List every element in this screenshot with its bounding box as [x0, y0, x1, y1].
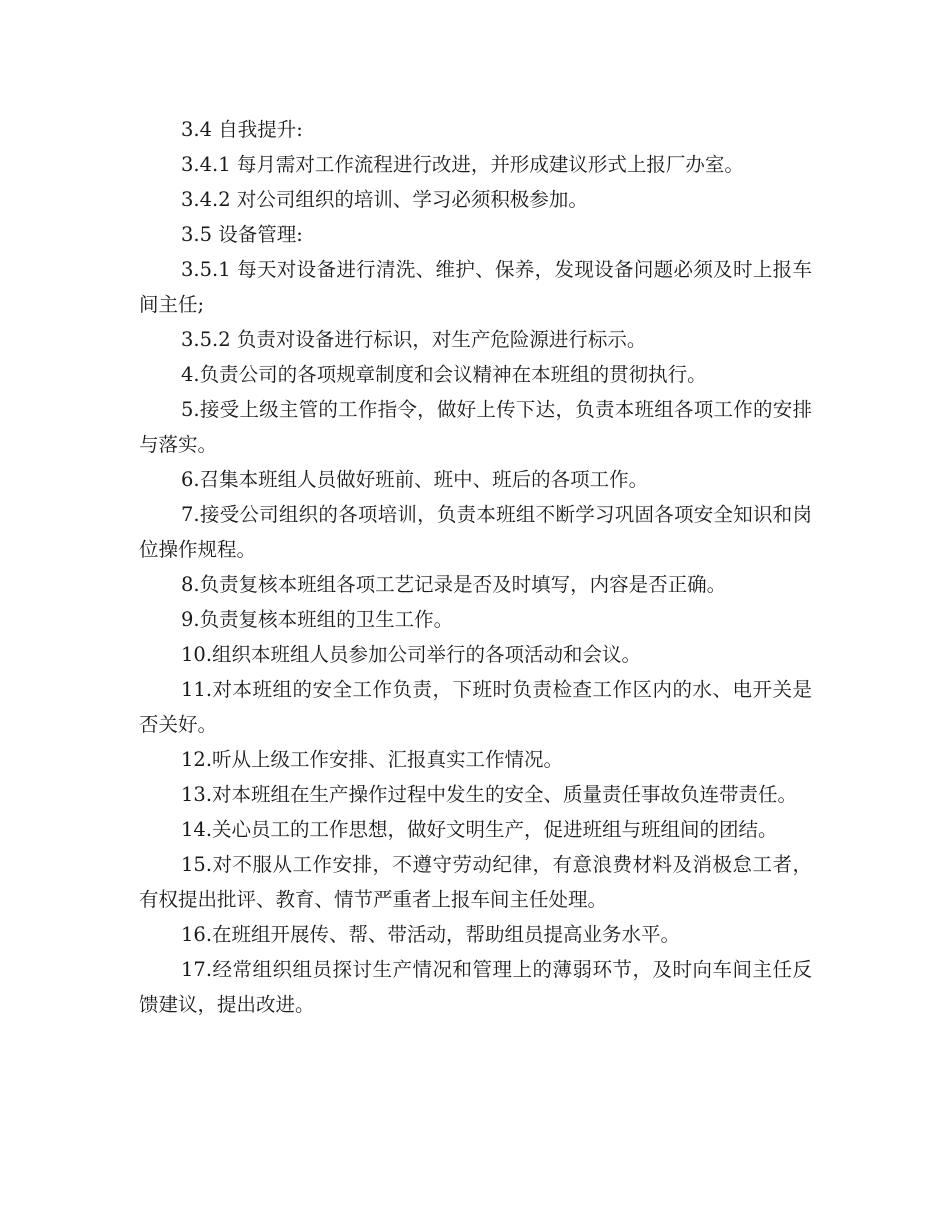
paragraph-16: 16.在班组开展传、帮、带活动，帮助组员提高业务水平。 [181, 923, 681, 946]
paragraph-3-4-1: 3.4.1 每月需对工作流程进行改进，并形成建议形式上报厂办室。 [181, 153, 744, 176]
paragraph-3-4-2: 3.4.2 对公司组织的培训、学习必须积极参加。 [181, 188, 588, 211]
paragraph-3-4: 3.4 自我提升: [181, 118, 303, 141]
paragraph-5: 5.接受上级主管的工作指令，做好上传下达，负责本班组各项工作的安排与落实。 [139, 398, 812, 456]
paragraph-14: 14.关心员工的工作思想，做好文明生产，促进班组与班组间的团结。 [181, 818, 778, 841]
paragraph-3-5-2: 3.5.2 负责对设备进行标识，对生产危险源进行标示。 [181, 328, 647, 351]
paragraph-13: 13.对本班组在生产操作过程中发生的安全、质量责任事故负连带责任。 [181, 783, 798, 806]
document-body [139, 112, 812, 1022]
paragraph-9: 9.负责复核本班组的卫生工作。 [181, 608, 454, 631]
paragraph-11: 11.对本班组的安全工作负责，下班时负责检查工作区内的水、电开关是否关好。 [139, 678, 812, 736]
paragraph-10: 10.组织本班组人员参加公司举行的各项活动和会议。 [181, 643, 642, 666]
paragraph-6: 6.召集本班组人员做好班前、班中、班后的各项工作。 [181, 468, 649, 491]
paragraph-3-5: 3.5 设备管理: [181, 223, 303, 246]
paragraph-12: 12.听从上级工作安排、汇报真实工作情况。 [181, 748, 564, 771]
paragraph-17: 17.经常组织组员探讨生产情况和管理上的薄弱环节，及时向车间主任反馈建议，提出改进。 [139, 958, 812, 1016]
paragraph-8: 8.负责复核本班组各项工艺记录是否及时填写，内容是否正确。 [181, 573, 727, 596]
paragraph-7: 7.接受公司组织的各项培训，负责本班组不断学习巩固各项安全知识和岗位操作规程。 [139, 503, 812, 561]
paragraph-15: 15.对不服从工作安排，不遵守劳动纪律，有意浪费材料及消极怠工者，有权提出批评、教育、情节严重者上报车间主任处理。 [139, 853, 812, 911]
paragraph-3-5-1: 3.5.1 每天对设备进行清洗、维护、保养，发现设备问题必须及时上报车间主任; [139, 258, 812, 316]
paragraph-4: 4.负责公司的各项规章制度和会议精神在本班组的贯彻执行。 [181, 363, 707, 386]
